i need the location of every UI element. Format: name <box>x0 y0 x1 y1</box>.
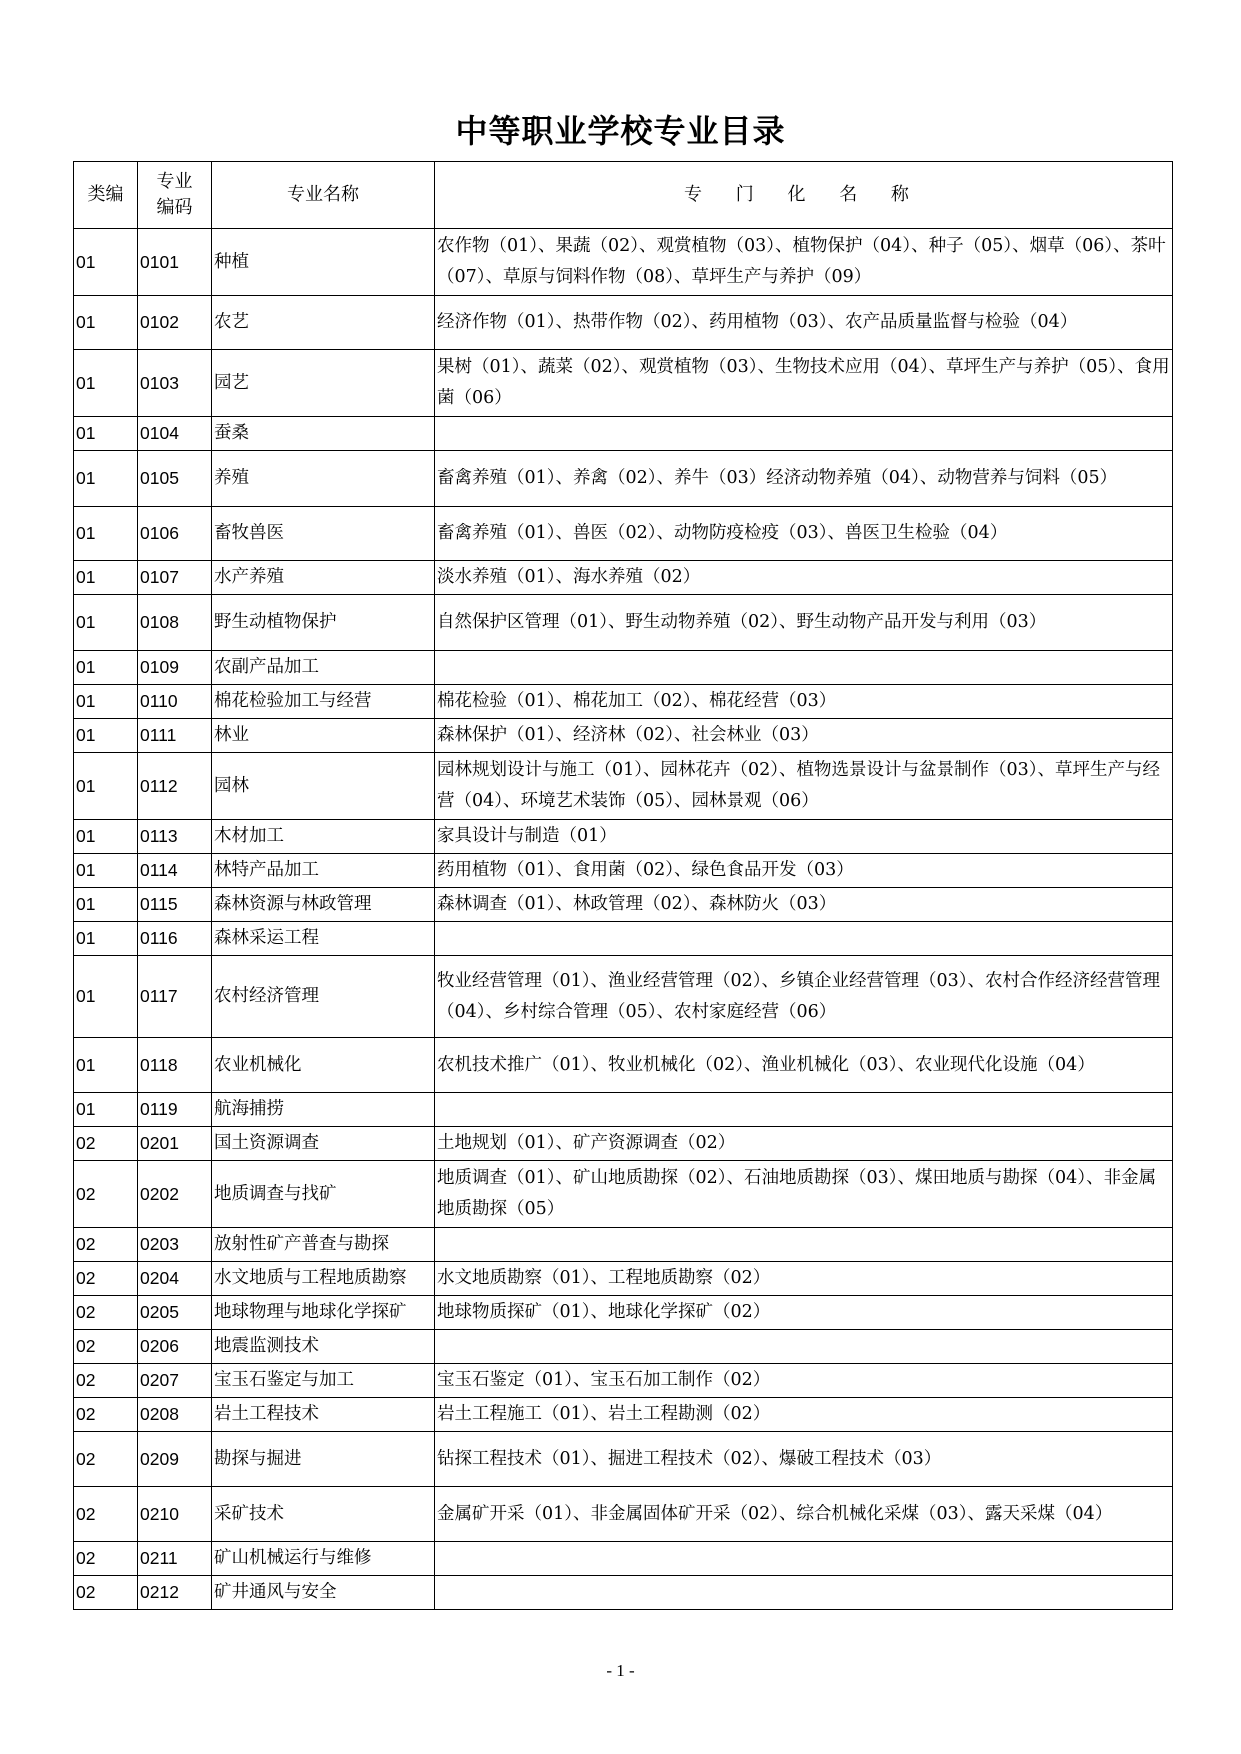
specialization-cell <box>435 1542 1173 1576</box>
name-cell: 蚕桑 <box>212 417 435 451</box>
specialization-cell: 农作物（01）、果蔬（02）、观赏植物（03）、植物保护（04）、种子（05）、烟草（06）、茶叶（07）、草原与饲料作物（08）、草坪生产与养护（09） <box>435 229 1173 296</box>
code-cell: 0113 <box>138 820 212 854</box>
table-row <box>74 719 1173 753</box>
category-cell: 02 <box>74 1487 138 1542</box>
specialization-cell <box>435 922 1173 956</box>
name-cell: 农业机械化 <box>212 1038 435 1093</box>
code-cell: 0207 <box>138 1364 212 1398</box>
name-cell: 森林采运工程 <box>212 922 435 956</box>
category-cell: 01 <box>74 753 138 820</box>
code-cell: 0112 <box>138 753 212 820</box>
code-cell: 0106 <box>138 507 212 561</box>
name-cell: 养殖 <box>212 451 435 507</box>
code-cell: 0210 <box>138 1487 212 1542</box>
header-code-text: 专业编码 <box>156 171 193 218</box>
specialization-cell: 牧业经营管理（01）、渔业经营管理（02）、乡镇企业经营管理（03）、农村合作经济经营管理（04）、乡村综合管理（05）、农村家庭经营（06） <box>435 956 1173 1038</box>
name-cell: 园林 <box>212 753 435 820</box>
table-row <box>74 1364 1173 1398</box>
name-cell: 放射性矿产普查与勘探 <box>212 1228 435 1262</box>
category-cell: 02 <box>74 1127 138 1161</box>
specialization-cell: 家具设计与制造（01） <box>435 820 1173 854</box>
specialization-cell: 钻探工程技术（01）、掘进工程技术（02）、爆破工程技术（03） <box>435 1432 1173 1487</box>
table-row <box>74 1127 1173 1161</box>
code-cell: 0115 <box>138 888 212 922</box>
code-cell: 0205 <box>138 1296 212 1330</box>
table-row <box>74 229 1173 296</box>
code-cell: 0110 <box>138 685 212 719</box>
specialization-cell <box>435 1576 1173 1610</box>
category-cell: 02 <box>74 1364 138 1398</box>
specialization-cell: 畜禽养殖（01）、兽医（02）、动物防疫检疫（03）、兽医卫生检验（04） <box>435 507 1173 561</box>
specialization-cell: 农机技术推广（01）、牧业机械化（02）、渔业机械化（03）、农业现代化设施（04） <box>435 1038 1173 1093</box>
name-cell: 水产养殖 <box>212 561 435 595</box>
name-cell: 野生动植物保护 <box>212 595 435 651</box>
code-cell: 0114 <box>138 854 212 888</box>
header-name: 专业名称 <box>212 162 435 229</box>
specialization-cell: 园林规划设计与施工（01）、园林花卉（02）、植物选景设计与盆景制作（03）、草坪生产与经营（04）、环境艺术装饰（05）、园林景观（06） <box>435 753 1173 820</box>
table-row <box>74 888 1173 922</box>
category-cell: 02 <box>74 1330 138 1364</box>
code-cell: 0118 <box>138 1038 212 1093</box>
category-cell: 01 <box>74 1038 138 1093</box>
code-cell: 0108 <box>138 595 212 651</box>
table-row <box>74 922 1173 956</box>
category-cell: 02 <box>74 1542 138 1576</box>
name-cell: 林业 <box>212 719 435 753</box>
table-row <box>74 561 1173 595</box>
table-row <box>74 1296 1173 1330</box>
category-cell: 02 <box>74 1228 138 1262</box>
table-row <box>74 1038 1173 1093</box>
category-cell: 01 <box>74 651 138 685</box>
code-cell: 0104 <box>138 417 212 451</box>
table-body <box>74 229 1173 1610</box>
code-cell: 0204 <box>138 1262 212 1296</box>
category-cell: 02 <box>74 1262 138 1296</box>
table-header-row <box>74 162 1173 229</box>
header-specialization: 专 门 化 名 称 <box>435 162 1173 229</box>
table-row <box>74 956 1173 1038</box>
table-row <box>74 1228 1173 1262</box>
specialization-cell: 药用植物（01）、食用菌（02）、绿色食品开发（03） <box>435 854 1173 888</box>
table-row <box>74 1398 1173 1432</box>
category-cell: 01 <box>74 922 138 956</box>
table-row <box>74 753 1173 820</box>
header-category: 类编 <box>74 162 138 229</box>
table-row <box>74 1487 1173 1542</box>
specialization-cell <box>435 1228 1173 1262</box>
name-cell: 地球物理与地球化学探矿 <box>212 1296 435 1330</box>
code-cell: 0111 <box>138 719 212 753</box>
name-cell: 宝玉石鉴定与加工 <box>212 1364 435 1398</box>
category-cell: 02 <box>74 1398 138 1432</box>
name-cell: 矿山机械运行与维修 <box>212 1542 435 1576</box>
specialization-cell <box>435 1093 1173 1127</box>
specialization-cell: 森林调查（01）、林政管理（02）、森林防火（03） <box>435 888 1173 922</box>
category-cell: 01 <box>74 296 138 350</box>
category-cell: 01 <box>74 956 138 1038</box>
name-cell: 林特产品加工 <box>212 854 435 888</box>
name-cell: 地震监测技术 <box>212 1330 435 1364</box>
table-row <box>74 1432 1173 1487</box>
name-cell: 岩土工程技术 <box>212 1398 435 1432</box>
specialization-cell <box>435 651 1173 685</box>
table-row <box>74 651 1173 685</box>
specialization-cell: 金属矿开采（01）、非金属固体矿开采（02）、综合机械化采煤（03）、露天采煤（04） <box>435 1487 1173 1542</box>
header-code <box>138 162 212 229</box>
name-cell: 棉花检验加工与经营 <box>212 685 435 719</box>
category-cell: 01 <box>74 719 138 753</box>
name-cell: 勘探与掘进 <box>212 1432 435 1487</box>
name-cell: 木材加工 <box>212 820 435 854</box>
table-row <box>74 1262 1173 1296</box>
name-cell: 国土资源调查 <box>212 1127 435 1161</box>
category-cell: 01 <box>74 417 138 451</box>
category-cell: 02 <box>74 1432 138 1487</box>
table-row <box>74 507 1173 561</box>
table-row <box>74 350 1173 417</box>
category-cell: 01 <box>74 350 138 417</box>
table-row <box>74 685 1173 719</box>
name-cell: 森林资源与林政管理 <box>212 888 435 922</box>
table-row <box>74 1093 1173 1127</box>
name-cell: 采矿技术 <box>212 1487 435 1542</box>
page-number: - 1 - <box>606 1661 635 1680</box>
specialization-cell <box>435 1330 1173 1364</box>
specialization-cell: 自然保护区管理（01）、野生动物养殖（02）、野生动物产品开发与利用（03） <box>435 595 1173 651</box>
category-cell: 01 <box>74 685 138 719</box>
code-cell: 0211 <box>138 1542 212 1576</box>
category-cell: 02 <box>74 1576 138 1610</box>
specialization-cell <box>435 417 1173 451</box>
specialization-cell: 淡水养殖（01）、海水养殖（02） <box>435 561 1173 595</box>
category-cell: 01 <box>74 854 138 888</box>
table-row <box>74 1330 1173 1364</box>
table-row <box>74 1542 1173 1576</box>
code-cell: 0203 <box>138 1228 212 1262</box>
code-cell: 0212 <box>138 1576 212 1610</box>
page-title: 中等职业学校专业目录 <box>455 112 786 150</box>
specialization-cell: 经济作物（01）、热带作物（02）、药用植物（03）、农产品质量监督与检验（04） <box>435 296 1173 350</box>
code-cell: 0109 <box>138 651 212 685</box>
name-cell: 农副产品加工 <box>212 651 435 685</box>
table-row <box>74 1161 1173 1228</box>
name-cell: 水文地质与工程地质勘察 <box>212 1262 435 1296</box>
code-cell: 0119 <box>138 1093 212 1127</box>
category-cell: 02 <box>74 1296 138 1330</box>
code-cell: 0101 <box>138 229 212 296</box>
name-cell: 农艺 <box>212 296 435 350</box>
category-cell: 01 <box>74 595 138 651</box>
name-cell: 地质调查与找矿 <box>212 1161 435 1228</box>
code-cell: 0103 <box>138 350 212 417</box>
specialization-cell: 土地规划（01）、矿产资源调查（02） <box>435 1127 1173 1161</box>
code-cell: 0102 <box>138 296 212 350</box>
name-cell: 畜牧兽医 <box>212 507 435 561</box>
major-catalog-table <box>73 161 1173 1610</box>
category-cell: 01 <box>74 507 138 561</box>
code-cell: 0201 <box>138 1127 212 1161</box>
code-cell: 0117 <box>138 956 212 1038</box>
table-row <box>74 451 1173 507</box>
category-cell: 01 <box>74 451 138 507</box>
code-cell: 0206 <box>138 1330 212 1364</box>
code-cell: 0208 <box>138 1398 212 1432</box>
code-cell: 0116 <box>138 922 212 956</box>
category-cell: 01 <box>74 561 138 595</box>
table-row <box>74 595 1173 651</box>
table-row <box>74 854 1173 888</box>
table-row <box>74 1576 1173 1610</box>
specialization-cell: 宝玉石鉴定（01）、宝玉石加工制作（02） <box>435 1364 1173 1398</box>
category-cell: 02 <box>74 1161 138 1228</box>
specialization-cell: 地球物质探矿（01）、地球化学探矿（02） <box>435 1296 1173 1330</box>
specialization-cell: 岩土工程施工（01）、岩土工程勘测（02） <box>435 1398 1173 1432</box>
name-cell: 园艺 <box>212 350 435 417</box>
category-cell: 01 <box>74 229 138 296</box>
specialization-cell: 果树（01）、蔬菜（02）、观赏植物（03）、生物技术应用（04）、草坪生产与养护（05）、食用菌（06） <box>435 350 1173 417</box>
category-cell: 01 <box>74 888 138 922</box>
code-cell: 0202 <box>138 1161 212 1228</box>
code-cell: 0107 <box>138 561 212 595</box>
name-cell: 矿井通风与安全 <box>212 1576 435 1610</box>
name-cell: 种植 <box>212 229 435 296</box>
specialization-cell: 棉花检验（01）、棉花加工（02）、棉花经营（03） <box>435 685 1173 719</box>
table-row <box>74 820 1173 854</box>
specialization-cell: 地质调查（01）、矿山地质勘探（02）、石油地质勘探（03）、煤田地质与勘探（04）、非金属地质勘探（05） <box>435 1161 1173 1228</box>
table-row <box>74 296 1173 350</box>
category-cell: 01 <box>74 1093 138 1127</box>
specialization-cell: 森林保护（01）、经济林（02）、社会林业（03） <box>435 719 1173 753</box>
specialization-cell: 畜禽养殖（01）、养禽（02）、养牛（03）经济动物养殖（04）、动物营养与饲料（05） <box>435 451 1173 507</box>
name-cell: 航海捕捞 <box>212 1093 435 1127</box>
code-cell: 0209 <box>138 1432 212 1487</box>
code-cell: 0105 <box>138 451 212 507</box>
category-cell: 01 <box>74 820 138 854</box>
name-cell: 农村经济管理 <box>212 956 435 1038</box>
table-row <box>74 417 1173 451</box>
specialization-cell: 水文地质勘察（01）、工程地质勘察（02） <box>435 1262 1173 1296</box>
